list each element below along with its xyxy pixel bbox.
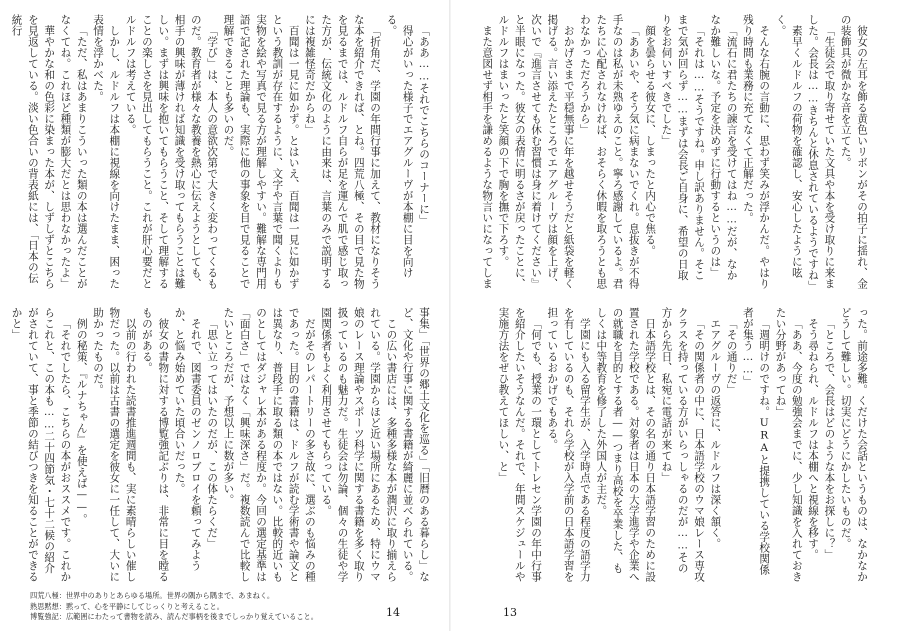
right-page-bottom-text [497, 307, 870, 583]
paragraph: 「その関係者の中に、日本語学校のウマ娘レース専攻クラスを持っている方がいらっしゃるのだが……その方から先日、私宛に電話が来てね」 [660, 307, 706, 582]
paragraph: 日本語学校とは、その名の通り日本語学習のために設置された学校である。対象者は日本の大学進学や企業への就職を目的とする者——つまり高校を卒業した、もしくは中等教育を修了した外国人が主だ。 [595, 307, 657, 582]
left-page-bottom-text [10, 307, 432, 583]
paragraph: おかげさまで平穏無事に年を越せそうだと紙袋を軽く掲げる。言い添えたところでエアグルーヴは顔を上げ、次いで『進言させても休む習慣は身に着けてください』と半眼になった。彼女の表情に明るさが戻ったことに、ルドルフはまいったと笑顔の下で胸を撫で下ろす。 [497, 14, 575, 289]
paragraph: 「ところで、会長はどのような本をお探しに？」 [823, 317, 836, 560]
paragraph: 華やかな和の色彩に染まった本が、しずしずとこちらを見返している。淡い色合いの背表紙には、「日本の伝統行 [10, 14, 56, 289]
left-page-top-text [10, 14, 432, 290]
glossary-entry: 博覧強記：広範囲にわたって書物を読み、読んだ事柄を後までしっかり覚えていること。 [30, 612, 318, 621]
paragraph: 「週明けのですね。URAと提携している学校関係者が集う……」 [741, 307, 771, 575]
paragraph: 「折角だ、学園の年間行事に加えて、教材になりそうな本を紹介できれば、とね。四荒八極、その目で見た物を見るまでは、ルドルフ自らが足を運んで肌で感じ取った方が、伝統文化のように由来は、言葉のみで説明するには複雑怪奇だからね」 [303, 14, 382, 289]
paragraph: 「何でも、授業の一環としてトレセン学園の年中行事を紹介したいそうなんだ。それで、年間スケジュールや実施方法をぜひ教えてほしい、と」 [497, 307, 543, 582]
paragraph: 「ただ、私はあまりこういった類の本は選んだことがなくてね。これほど種類が膨大だとは思わなかったよ」 [59, 14, 88, 289]
paragraph: 「ああ……それでこちらのコーナーに」 [418, 24, 430, 226]
paragraph: それで、図書委員のゼンノロブロイを頼ってみようか、と悩み始めていた頃合いだった。 [173, 307, 202, 571]
paragraph: 彼女の左耳を飾る黄色いリボンがその拍子に揺れ、金の装飾具が微かな音を立てた。 [839, 14, 868, 289]
paragraph: 「学び」は、本人の意欲次第で大きく変わってくるものだ。教育者が様々な教養を熱心に伝えようとしても、相手の興味が薄ければ知識を受け取ってもらうことは難しい。まずは興味を抱いてもらうこと、そして理解することの楽しさを見出してもらうこと。これが肝心要だとルドルフは考えている。 [124, 14, 219, 289]
paragraph: 百聞は一見に如かず。とはいえ、百聞は一見に如かずという教訓が存在するように、文字や言葉で聞くよりも実物を絵や写真で見る方が理解しやすい。難解な専門用語で記された理論も、実際に他の事象を目で見ることで理解できることも多いのだ。 [222, 14, 300, 289]
paragraph: 事集」「世界の郷土文化を巡る」「旧暦のある暮らし」など、文化や行事に関する書籍が綺麗に並べられている。 [401, 307, 430, 583]
paragraph: 「それは……そうですね。申し訳ありません。そこまで気が回らず……まずは会長ご自身に、希望の日取りをお伺いすべきでした」 [660, 14, 706, 281]
paragraph: 「それでしたら、こちらの本がおススメです。これからこれと、この本も……二十四節気・七十二候の紹介がされていて、事と季節の結びつきを知ることができるかと」 [10, 307, 72, 582]
paragraph: 「ああいや、そう気に病まないでくれ。息抜きが不得手なのは私が未熟ゆえのこと。寧ろ感謝しているよ。君たちに心配されなければ、おそらく休暇を取ろうとも思わなかっただろうから」 [578, 14, 640, 289]
paragraph: エアグルーヴの返答に、ルドルフは深く頷く。 [709, 317, 722, 549]
page-number-right: 13 [503, 606, 517, 619]
right-page-top-text [481, 14, 870, 292]
paragraph: 素早くルドルフの荷物を確認し、安心したように呟く。 [774, 14, 803, 278]
paragraph: った。前途多難。くだけた会話というものは、なかなかどうして難しい。切実にどうにかしたいものだ。 [839, 307, 868, 582]
paragraph: しかし、ルドルフは本棚に視線を向けたまま、困った表情を浮かべた。 [92, 14, 121, 289]
paragraph: 例の秘策、『ルナちゃん』を使えば——。 [75, 317, 88, 525]
paragraph: 得心がいった様子でエアグルーヴが本棚に目を向ける。 [385, 14, 414, 278]
paragraph: 彼女の書物に対する博覧強記ぶりは、非常に目を瞠るものがある。 [140, 307, 170, 582]
paragraph: 学園にも入る留学生が、入学時点である程度の語学力を有しているのも、それら学校が入学前の日本語学習を担っているおかげでもある。 [546, 307, 591, 582]
paragraph: 「その通りだ」 [725, 317, 738, 395]
paragraph: また意図せず相手を謙めるような物言いになってしま [481, 24, 494, 289]
book-gutter [449, 0, 451, 631]
paragraph: だがそのレパートリーの多さ故に、選ぶのも悩みの種であった。目的の書籍は、ドルフが読む学術書や論文とは異なり、普段手に取る類の本ではない。比較的近いものとしてはダジャレ本がある程度か。今回の選定基準は「面白さ」ではなく「興味深さ」だ。複数読んで比較したいところだが、予想以上に数が多い。 [222, 307, 316, 582]
paragraph: 「ああ、今度の勉強会までに、少し知識を入れておきたい分野があってね」 [774, 307, 803, 582]
paragraph: そんな右腕の言動に、思わず笑みが浮かんだ。やはり残り時間も業務に充てなくて正解だった。 [741, 14, 771, 289]
paragraph: そう尋ねられ、ルドルフは本棚へと視線を移す。 [807, 317, 820, 560]
glossary-notes [30, 591, 370, 623]
glossary-entry: 熟思黙想：黙って、心を平静にしてじっくりと考えること。 [30, 601, 224, 611]
paragraph: 「流石に君たちの諫言を受けてはね……だが、なかなか難しいな。予定を決めずに行動するというのは」 [709, 14, 738, 281]
paragraph: この広い書店には、多種多様な本が潤沢に取り揃えられている。学園からほど近い場所にあるため、特にウマ娘のレース理論やスポーツ科学に関する書籍を多く取り扱っているのも魅力だ。生徒会は勿論、個々の生徒や学園関係者もよく利用させてもらっている。 [320, 307, 398, 582]
page-number-left: 14 [386, 606, 400, 619]
paragraph: 「生徒会で取り寄せていた文具や本を受け取りに来ました。会長は……きちんと休息されているようですね」 [807, 14, 836, 292]
paragraph: 以前の行われた読書推進週間も、実に素晴らしい催し物だった。以前は古書の選定を彼女に一任して、大いに助かったものだ。 [92, 307, 137, 582]
paragraph: 顔を曇らせる彼女に、しまったと内心で焦る。 [644, 24, 657, 256]
paragraph: 「思い立ってはいたのだが、この体たらくだ」 [206, 317, 219, 549]
glossary-entry: 四荒八極：世界中のありとあらゆる場所。世界の隅から隅まで、あまねく。 [30, 591, 275, 600]
